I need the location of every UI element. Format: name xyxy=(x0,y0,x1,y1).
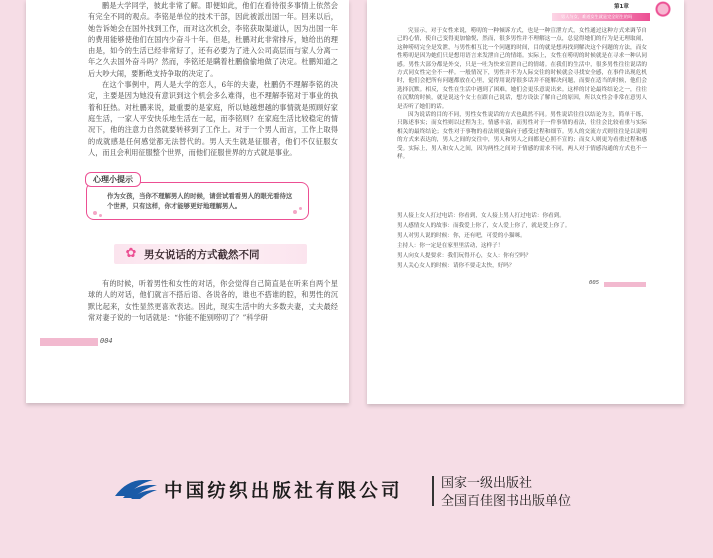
footer-divider xyxy=(432,476,434,506)
chapter-subtitle: 男人与女，难道女生就是完全陌生的吗 xyxy=(561,14,633,19)
dialogue-line: 男人感情女人的故事：而我爱上你了，女人爱上你了，就是爱上你了。 xyxy=(397,223,571,229)
left-page-text-top xyxy=(88,0,338,158)
left-page-text-bottom xyxy=(88,278,338,323)
section-heading: 男女说话的方式截然不同 xyxy=(144,249,260,261)
decor-dot-icon xyxy=(293,210,297,214)
psychology-tip-box xyxy=(86,175,309,220)
girl-illustration-icon xyxy=(653,0,673,26)
left-paragraph-1: 鹏是大学同学，彼此非常了解。即便如此，他们在看待很多事情上依然会有完全不同的观点。李铭是单位的技术干部，因此被派出国一年。回来以后，她告诉她会在国外找到工作，而对这次机会，李铭获取渠道认，因为出国一年的费用能够使他们在国内少奋斗十年。但是，杜鹏对此非常排斥，她给出的理由是，如今的生活已经非常好了，还有必要为了进入公司高层而与家人分离一年之久去国外奋斗吗？然而，李铭还是瞒着杜鹏偷偷地做了决定。杜鹏知道之后大吵大闹，要断绝支持争取的决定了。 xyxy=(88,1,338,78)
left-paragraph-2: 在这个事例中，两人是大学的恋人，6年的夫妻，杜鹏仍不理解李铭的决定，主要是因为她没有意识到这个机会多么难得，也不理解李铭对于事业的执着和狂热。对杜鹏来说，最重要的是家庭，所以她越想越的事情就是照顾好家庭生活，一家人平安快乐地生活在一起，而李铭则？在家庭生活比较稳定的情况下，他的注意力自然就要转移到了工作上。对于一个男人而言，工作上取得的成就感是任何感觉都无法替代的。男人天生就是征服者，他们不仅征服女人，而且会利用征服整个世界，而他们征服世界的方式就是事业。 xyxy=(88,80,338,157)
decor-dot-icon xyxy=(93,211,97,215)
page-number-left: 004 xyxy=(100,337,113,345)
decor-dot-icon xyxy=(299,207,302,210)
folio-bar xyxy=(40,338,98,346)
page-number-right: 005 xyxy=(589,280,600,286)
decor-dot-icon xyxy=(99,214,102,217)
tip-text: 作为女孩，当你不理解男人的时候，请尝试看看男人的眼光看待这个世界，只有这样，你才能够更好地理解男人。 xyxy=(107,192,293,210)
publisher-name: 中国纺织出版社有限公司 xyxy=(164,481,403,502)
tagline-top-publisher: 全国百佳图书出版单位 xyxy=(441,494,572,509)
dialogue-line: 男人向女人提要求：我们玩得开心，女人：你有空吗？ xyxy=(397,253,532,259)
publisher-wave-logo-icon xyxy=(113,476,158,500)
dialogue-line: 主持人：你一定是在家里里活动，这样子！ xyxy=(397,243,504,249)
chapter-label: 第1章 xyxy=(614,4,629,10)
section-heading-bar xyxy=(114,244,307,264)
tip-label: 心理小提示 xyxy=(85,172,141,187)
tagline-national-publisher: 国家一级出版社 xyxy=(441,476,533,491)
left-book-page xyxy=(26,0,349,403)
right-book-page xyxy=(367,0,684,404)
right-paragraph-2: 因为说话的目的不同，男性女性说话的方式也截然不同。男性说话往往以结论为主，简单干练，只陈述事实；而女性则以过程为主，情感丰富，而男性对于一件事情的看法，往往会比较看重与实际相关的最终结论；女性对于事物的看法则更偏向于感受过程和细节。男人的交流方式则往往是以说明的方式来表达的，男人之间的交往中，男人和男人之间都是心照不宣的；而女人则更为看重过程和感受。实际上，男人和女人之间，因为两性之间对于情感的需求不同，两人对于情感沟通的方式也不一样。 xyxy=(397,112,647,161)
folio-bar xyxy=(604,282,646,287)
dialogue-line: 男人接上女人打过电话：你看到，女人接上男人打过电话：你看到。 xyxy=(397,213,565,219)
dialogue-line: 男人关心女人的时候：请你不要走太快，好吗？ xyxy=(397,263,515,269)
right-page-text xyxy=(397,27,647,162)
right-paragraph-1: 究显示，对于女性来说，唠叨的一种倾诉方式，也是一种宣泄方式，女性通过这种方式来调节自己的心情，使自己变得更加愉悦，然而，很多男性并不理解这一点，总觉得她们的行为是无理取闹，这种唠叨完全是发泄，与男性相互比一个问题的时间，目的就是想再找到解决这个问题的方法，而女性唠叨是因为她们只是想用语言来发泄自己的情绪。实际上，女性在唠叨的时候就是在寻求一种认同感。男性大部分都是外交，只是一吐为快来宣泄自己的情绪。在我们的生活中，很多男性往往说话的方式同女性完全不一样。一般情况下，男性并不为人际交往的时候就会寻找安全感，在事件出现危机时，他们会把所有问题都放在心里，觉得用说得很多话并不能解决问题，而要在适当的时候，他们会选择沉默。相反，女性在生活中遇到了困难，她们会更乐意说出来。这样的讨论最终结论之一，往往在沉默的时候，就是说这个女士在跟自己说话，想方设法了解自己的原因，所以女性会非常在意男人是否听了她们的话。 xyxy=(397,28,647,110)
left-paragraph-3: 有的时候，听着男性和女性的对话，你会觉得自己简直是在听来自两个星球的人的对话，他们就言不搭后语、各说各的，谁也不搭谁的腔，和男性的沉默比起来，女性显然更喜欢表达。因此，现实生活中的大多数夫妻，丈夫最经常对妻子说的一句话就是：“你能不能别唠叨了？”科学研 xyxy=(88,279,338,322)
flower-icon: ✿ xyxy=(125,246,137,261)
dialogue-line: 男人对男人说的时候：你，还有吧，可爱的小猫咪。 xyxy=(397,233,526,239)
